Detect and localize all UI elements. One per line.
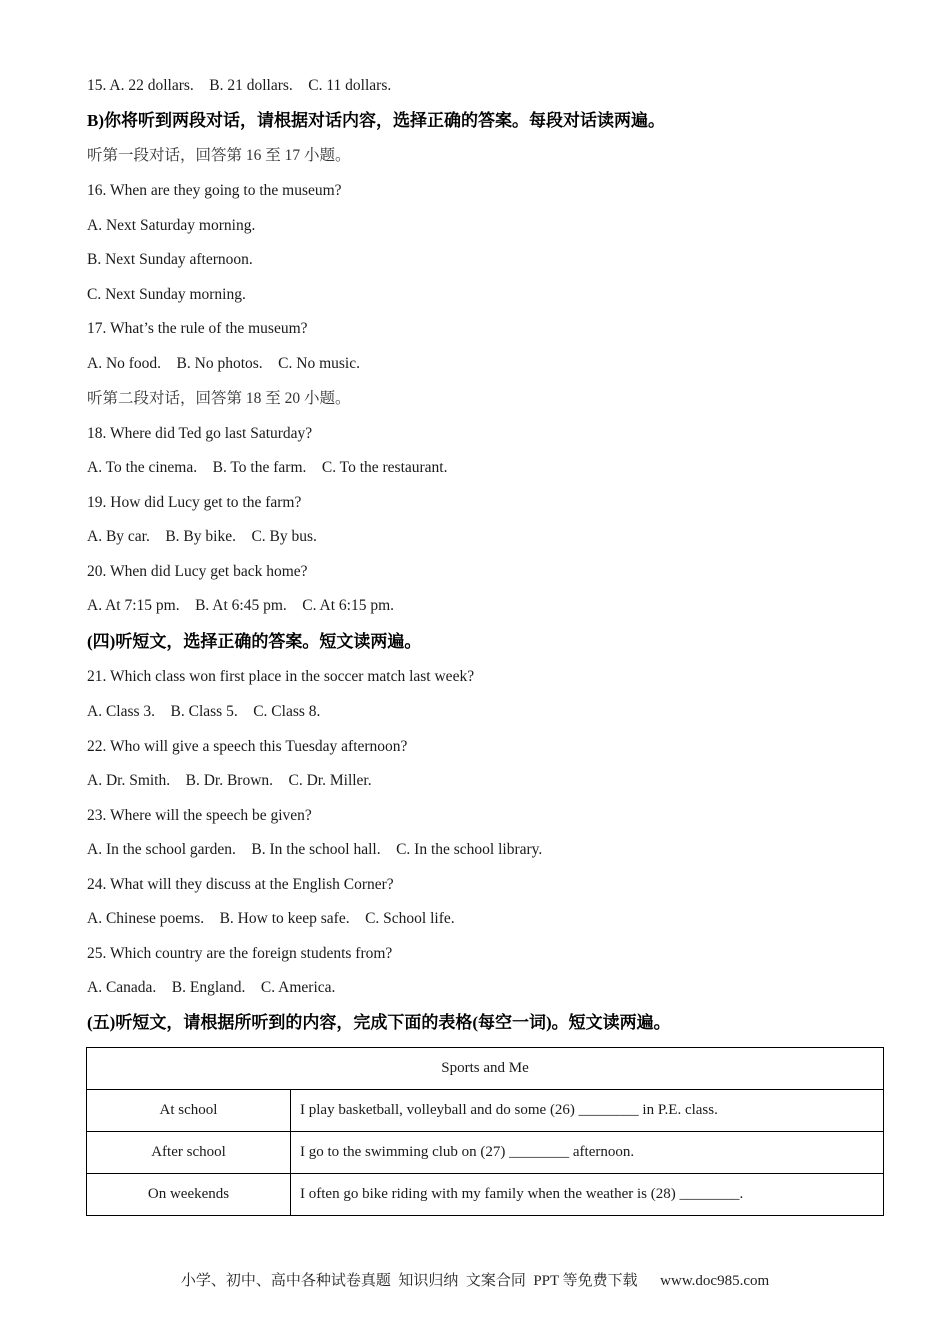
question-23: 23. Where will the speech be given?	[87, 807, 312, 824]
question-15-options: 15. A. 22 dollars. B. 21 dollars. C. 11 dollars.	[87, 77, 392, 94]
question-18: 18. Where did Ted go last Saturday?	[87, 425, 313, 442]
table-row-label: After school	[87, 1132, 291, 1174]
table-cell: I go to the swimming club on (27) ________ afternoon.	[291, 1132, 884, 1174]
question-24-options: A. Chinese poems. B. How to keep safe. C. School life.	[87, 910, 455, 927]
table-row	[87, 1048, 884, 1090]
question-23-options: A. In the school garden. B. In the school hall. C. In the school library.	[87, 841, 543, 858]
question-17-options: A. No food. B. No photos. C. No music.	[87, 355, 360, 372]
question-22: 22. Who will give a speech this Tuesday afternoon?	[87, 738, 408, 755]
dialogue-2-instruction: 听第二段对话，回答第 18 至 20 小题。	[87, 390, 351, 407]
section-b-heading: B)你将听到两段对话，请根据对话内容，选择正确的答案。每段对话读两遍。	[87, 111, 665, 130]
table-row	[87, 1174, 884, 1216]
question-16-option-a: A. Next Saturday morning.	[87, 217, 256, 234]
question-25: 25. Which country are the foreign students from?	[87, 945, 393, 962]
question-24: 24. What will they discuss at the English Corner?	[87, 876, 394, 893]
question-17: 17. What’s the rule of the museum?	[87, 320, 308, 337]
page-footer: 小学、初中、高中各种试卷真题 知识归纳 文案合同 PPT 等免费下载 www.doc985.com	[180, 1273, 770, 1289]
question-21: 21. Which class won first place in the soccer match last week?	[87, 668, 475, 685]
dialogue-1-instruction: 听第一段对话，回答第 16 至 17 小题。	[87, 147, 351, 164]
table-row	[87, 1090, 884, 1132]
section-5-heading: (五)听短文，请根据所听到的内容，完成下面的表格(每空一词)。短文读两遍。	[87, 1013, 671, 1032]
question-19: 19. How did Lucy get to the farm?	[87, 494, 302, 511]
table-cell: I play basketball, volleyball and do some (26) ________ in P.E. class.	[291, 1090, 884, 1132]
sports-table	[86, 1047, 884, 1216]
table-row	[87, 1132, 884, 1174]
question-20-options: A. At 7:15 pm. B. At 6:45 pm. C. At 6:15 pm.	[87, 597, 395, 614]
question-20: 20. When did Lucy get back home?	[87, 563, 308, 580]
question-16-option-c: C. Next Sunday morning.	[87, 286, 246, 303]
table-row-label: At school	[87, 1090, 291, 1132]
question-22-options: A. Dr. Smith. B. Dr. Brown. C. Dr. Miller.	[87, 772, 372, 789]
question-21-options: A. Class 3. B. Class 5. C. Class 8.	[87, 703, 321, 720]
table-title: Sports and Me	[87, 1048, 884, 1090]
question-19-options: A. By car. B. By bike. C. By bus.	[87, 528, 317, 545]
question-25-options: A. Canada. B. England. C. America.	[87, 979, 336, 996]
question-16: 16. When are they going to the museum?	[87, 182, 342, 199]
question-18-options: A. To the cinema. B. To the farm. C. To the restaurant.	[87, 459, 448, 476]
question-16-option-b: B. Next Sunday afternoon.	[87, 251, 253, 268]
section-4-heading: (四)听短文，选择正确的答案。短文读两遍。	[87, 632, 422, 651]
table-cell: I often go bike riding with my family when the weather is (28) ________.	[291, 1174, 884, 1216]
table-row-label: On weekends	[87, 1174, 291, 1216]
